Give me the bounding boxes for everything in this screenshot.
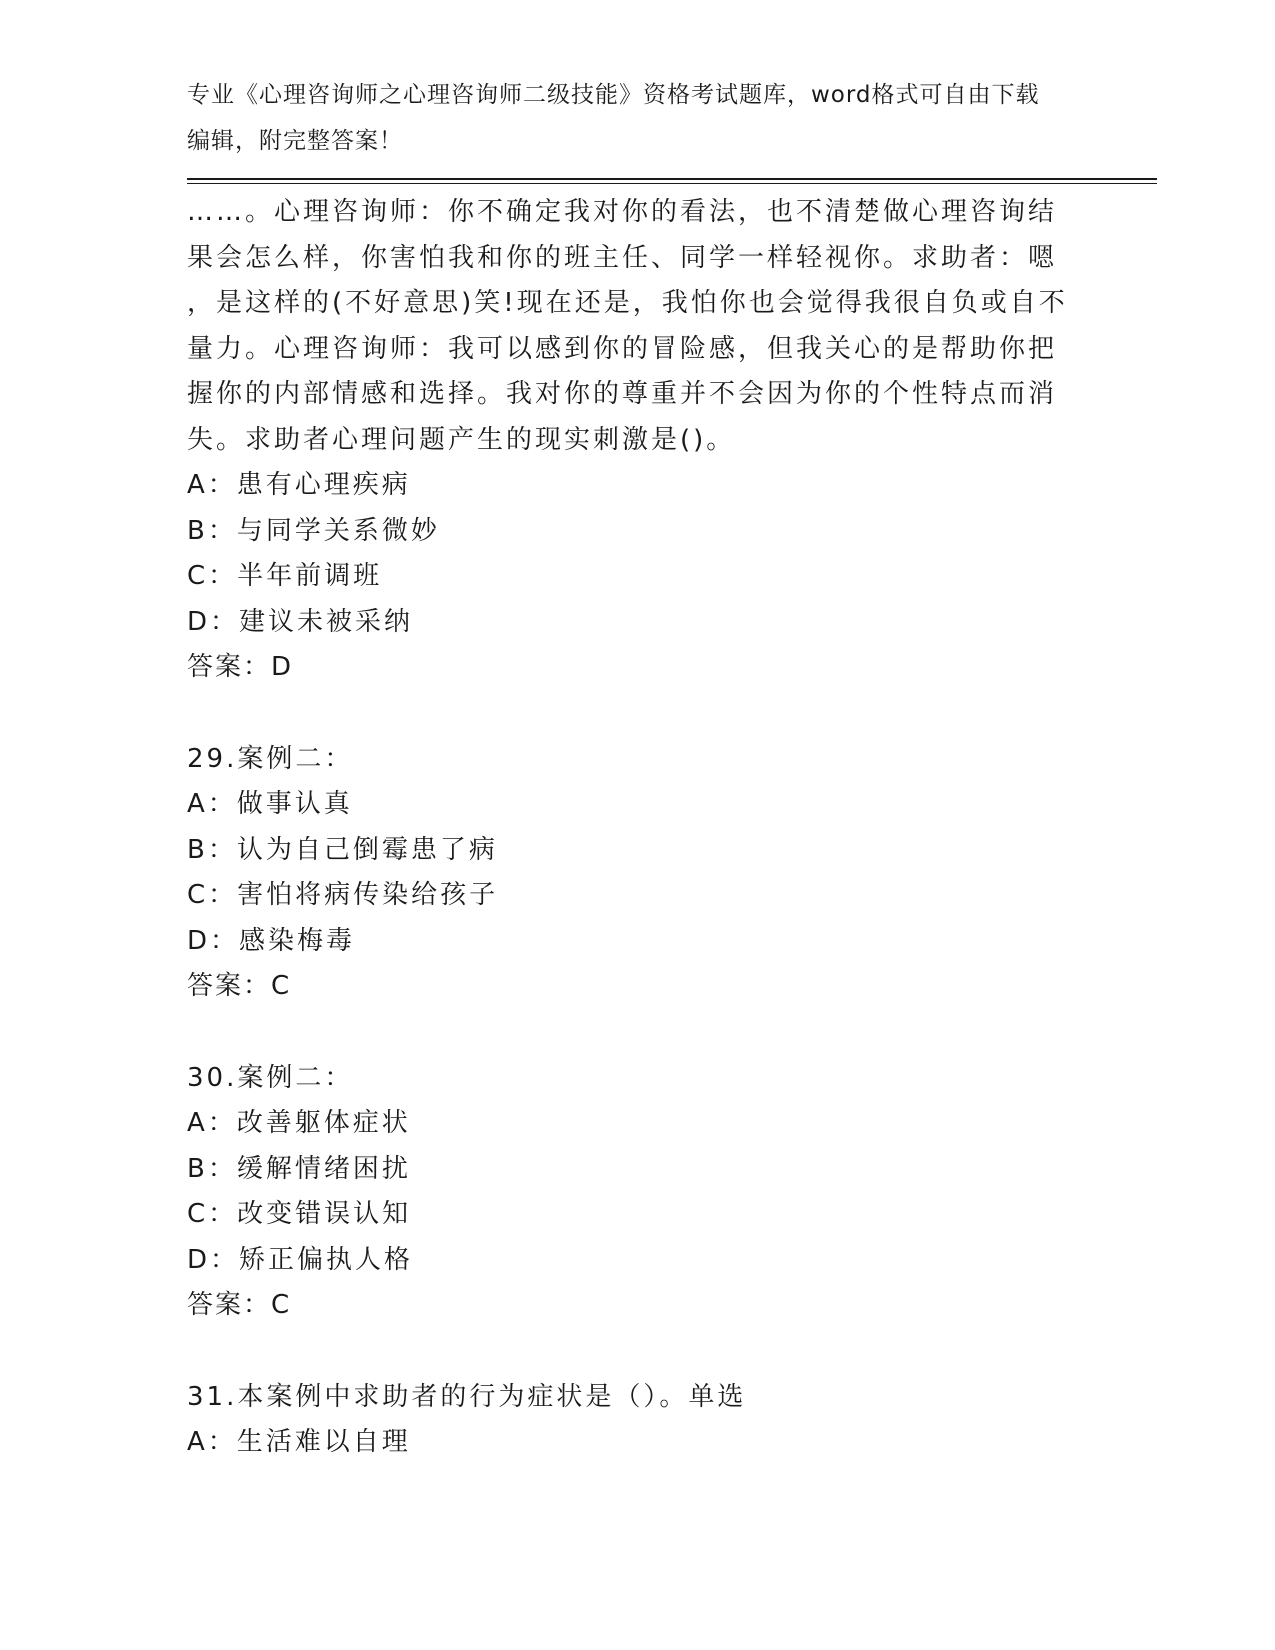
question-29 bbox=[187, 737, 1087, 1010]
option-c: C：改变错误认知 bbox=[187, 1199, 412, 1229]
option-b: B：缓解情绪困扰 bbox=[187, 1153, 411, 1184]
question-text-line: 量力。心理咨询师：我可以感到你的冒险感，但我关心的是帮助你把 bbox=[187, 333, 1058, 364]
spacer bbox=[187, 1329, 1087, 1375]
question-text-line: 果会怎么样，你害怕我和你的班主任、同学一样轻视你。求助者：嗯 bbox=[187, 242, 1058, 273]
question-stem: 29.案例二： bbox=[187, 743, 354, 774]
option-a: A：生活难以自理 bbox=[187, 1427, 411, 1457]
question-text-line: 失。求助者心理问题产生的现实刺激是()。 bbox=[187, 424, 736, 455]
option-c: C：害怕将病传染给孩子 bbox=[187, 880, 499, 910]
question-text-line: ，是这样的(不好意思)笑!现在还是，我怕你也会觉得我很自负或自不 bbox=[187, 288, 1068, 318]
answer-line: 答案：C bbox=[187, 971, 292, 1001]
header-line-1: 专业《心理咨询师之心理咨询师二级技能》资格考试题库，word格式可自由下载 bbox=[187, 82, 1040, 108]
option-c: C：半年前调班 bbox=[187, 561, 383, 591]
option-b: B：认为自己倒霉患了病 bbox=[187, 834, 498, 865]
option-d: D：矫正偏执人格 bbox=[187, 1244, 414, 1275]
option-b: B：与同学关系微妙 bbox=[187, 515, 440, 546]
question-31 bbox=[187, 1375, 1087, 1466]
question-28 bbox=[187, 190, 1087, 691]
document-body bbox=[187, 190, 1087, 1466]
question-stem: 31.本案例中求助者的行为症状是（）。单选 bbox=[187, 1381, 747, 1412]
document-header bbox=[187, 73, 1087, 164]
option-a: A：改善躯体症状 bbox=[187, 1108, 411, 1138]
question-text-line: 握你的内部情感和选择。我对你的尊重并不会因为你的个性特点而消 bbox=[187, 379, 1058, 409]
header-line-2: 编辑，附完整答案！ bbox=[187, 127, 403, 154]
answer-line: 答案：C bbox=[187, 1290, 292, 1320]
spacer bbox=[187, 1010, 1087, 1056]
option-d: D：感染梅毒 bbox=[187, 925, 356, 956]
answer-line: 答案：D bbox=[187, 652, 294, 682]
question-text-line: ……。心理咨询师：你不确定我对你的看法，也不清楚做心理咨询结 bbox=[187, 197, 1058, 227]
option-a: A：做事认真 bbox=[187, 789, 353, 819]
option-a: A：患有心理疾病 bbox=[187, 470, 411, 500]
question-30 bbox=[187, 1056, 1087, 1329]
option-d: D：建议未被采纳 bbox=[187, 606, 414, 637]
spacer bbox=[187, 691, 1087, 737]
question-stem: 30.案例二： bbox=[187, 1062, 354, 1093]
header-divider bbox=[187, 178, 1157, 180]
header-divider-thin bbox=[187, 183, 1157, 184]
